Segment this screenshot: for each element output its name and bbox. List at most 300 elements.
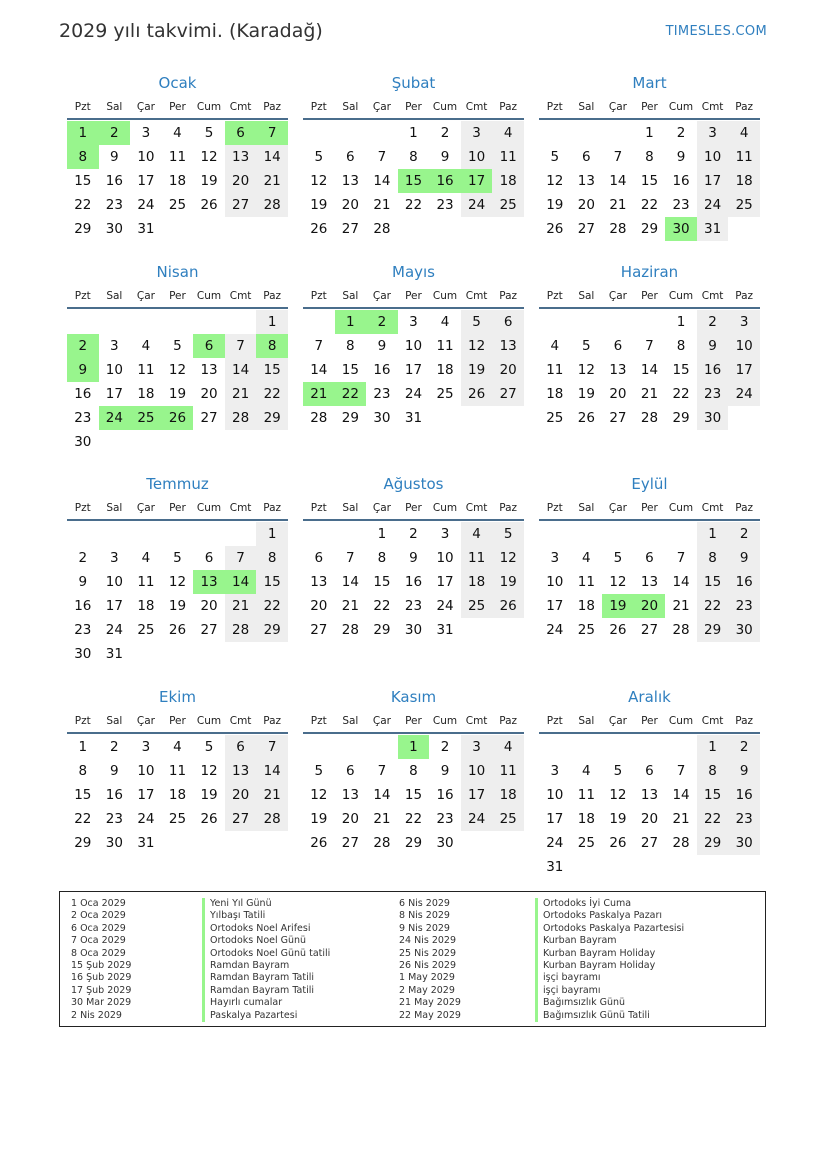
- day-cell: 26: [461, 382, 493, 406]
- day-cell: 29: [697, 831, 729, 855]
- day-cell: 1: [256, 310, 288, 334]
- month-calendar: [303, 70, 524, 241]
- legend-date: 16 Şub 2029: [71, 972, 132, 984]
- day-cell: 17: [697, 169, 729, 193]
- day-cell: 19: [546, 197, 564, 213]
- day-cell-empty: [303, 522, 335, 546]
- day-cell: 10: [404, 338, 423, 354]
- month-calendar: [303, 259, 524, 430]
- day-cell: 17: [404, 362, 423, 378]
- day-cell: 15: [256, 570, 288, 594]
- legend-date: 21 May 2029: [399, 997, 461, 1009]
- day-cell: 9: [676, 149, 686, 165]
- day-cell-holiday: 21: [303, 382, 335, 406]
- day-cell: 25: [546, 410, 564, 426]
- day-cell: 7: [676, 550, 686, 566]
- weekday-label: Per: [405, 101, 422, 113]
- weekday-label: Cmt: [701, 101, 724, 113]
- weekday-label: Cum: [432, 715, 458, 727]
- day-cell: 14: [373, 173, 391, 189]
- legend-holiday-name: Yılbaşı Tatili: [202, 910, 330, 922]
- day-cell: 18: [546, 386, 564, 402]
- day-cell: 15: [404, 787, 423, 803]
- day-cell: 29: [256, 406, 288, 430]
- weekday-label: Sal: [106, 290, 123, 302]
- month-name: Ocak: [158, 74, 197, 92]
- day-cell: 8: [346, 338, 355, 354]
- day-cell: 13: [341, 173, 359, 189]
- weekday-label: Paz: [263, 502, 282, 514]
- day-cell: 24: [137, 197, 155, 213]
- day-cell: 6: [346, 149, 355, 165]
- legend-holiday-name: Ortodoks Noel Günü: [202, 935, 330, 947]
- day-cell: 19: [168, 386, 187, 402]
- day-cell: 21: [225, 382, 257, 406]
- day-cell-empty: [634, 522, 666, 546]
- weekday-label: Cmt: [229, 290, 252, 302]
- day-cell-empty: [602, 735, 634, 759]
- day-cell: 22: [373, 598, 391, 614]
- day-cell: 23: [436, 197, 454, 213]
- day-cell: 3: [110, 550, 119, 566]
- day-cell: 22: [640, 197, 659, 213]
- day-cell: 1: [409, 125, 418, 141]
- weekday-label: Cum: [196, 101, 222, 113]
- legend-holiday-name: Bağımsızlık Günü: [535, 997, 684, 1009]
- day-cell: 30: [74, 646, 92, 662]
- day-cell: 24: [461, 807, 493, 831]
- day-cell: 25: [168, 197, 187, 213]
- day-cell: 30: [373, 410, 391, 426]
- day-cell: 31: [546, 859, 564, 875]
- day-cell: 4: [492, 121, 524, 145]
- day-cell: 28: [373, 221, 391, 237]
- weekday-label: Cum: [432, 290, 458, 302]
- day-cell: 15: [373, 574, 391, 590]
- day-grid: [67, 521, 288, 666]
- day-cell: 10: [461, 145, 493, 169]
- legend-holiday-name: Ortodoks İyi Cuma: [535, 898, 684, 910]
- day-cell: 15: [341, 362, 359, 378]
- day-cell: 20: [225, 169, 257, 193]
- day-cell: 24: [697, 193, 729, 217]
- day-cell: 11: [137, 362, 155, 378]
- day-grid: [67, 120, 288, 241]
- day-cell: 24: [404, 386, 423, 402]
- day-cell: 20: [200, 598, 218, 614]
- legend-date: 17 Şub 2029: [71, 984, 132, 996]
- legend-holiday-name: Ortodoks Noel Arifesi: [202, 923, 330, 935]
- day-cell: 20: [310, 598, 328, 614]
- day-cell-holiday: 14: [225, 570, 257, 594]
- day-cell: 28: [225, 618, 257, 642]
- day-cell: 24: [461, 193, 493, 217]
- weekday-label: Cmt: [229, 715, 252, 727]
- day-cell: 9: [377, 338, 387, 354]
- weekday-label: Çar: [608, 715, 627, 727]
- day-cell-holiday: 8: [256, 334, 288, 358]
- day-cell: 14: [341, 574, 359, 590]
- day-cell: 5: [173, 338, 182, 354]
- month-name: Mayıs: [392, 263, 435, 281]
- day-cell: 16: [74, 386, 92, 402]
- weekday-label: Çar: [608, 290, 627, 302]
- day-grid: [303, 734, 524, 855]
- day-cell: 31: [697, 217, 729, 241]
- day-cell: 18: [728, 169, 760, 193]
- weekday-label: Pzt: [74, 290, 91, 302]
- day-cell-empty: [602, 522, 634, 546]
- month-calendar: [539, 70, 760, 241]
- day-cell: 9: [409, 550, 418, 566]
- day-cell: 10: [546, 574, 564, 590]
- weekday-label: Sal: [578, 101, 595, 113]
- weekday-label: Paz: [735, 502, 754, 514]
- day-cell: 9: [440, 763, 450, 779]
- day-cell: 13: [609, 362, 627, 378]
- day-cell: 14: [672, 574, 690, 590]
- weekday-label: Cum: [196, 290, 222, 302]
- weekday-label: Per: [641, 502, 658, 514]
- day-cell: 19: [609, 811, 627, 827]
- weekday-header: [303, 96, 524, 120]
- page-title: 2029 yılı takvimi. (Karadağ): [59, 20, 323, 42]
- day-cell: 12: [168, 362, 187, 378]
- day-cell: 10: [461, 759, 493, 783]
- weekday-header: [539, 285, 760, 309]
- legend-date: 8 Oca 2029: [71, 947, 126, 959]
- day-cell: 16: [74, 598, 92, 614]
- legend-date: 2 May 2029: [399, 984, 455, 996]
- day-cell: 25: [577, 622, 595, 638]
- site-link[interactable]: TIMESLES.COM: [665, 24, 767, 39]
- weekday-label: Per: [169, 502, 186, 514]
- day-cell: 26: [200, 811, 218, 827]
- day-cell: 14: [672, 787, 690, 803]
- day-cell: 26: [546, 221, 564, 237]
- legend-names-col-1: [202, 898, 330, 1022]
- day-cell: 16: [373, 362, 391, 378]
- day-cell: 27: [310, 622, 328, 638]
- day-cell: 19: [492, 570, 524, 594]
- day-cell: 24: [728, 382, 760, 406]
- day-cell: 4: [492, 735, 524, 759]
- day-cell: 22: [256, 594, 288, 618]
- day-cell: 30: [436, 835, 454, 851]
- day-cell-empty: [162, 522, 194, 546]
- month-calendar: [67, 70, 288, 241]
- day-cell: 8: [645, 149, 654, 165]
- day-cell: 17: [546, 811, 564, 827]
- day-cell: 29: [697, 618, 729, 642]
- day-cell: 10: [105, 574, 123, 590]
- day-cell: 13: [341, 787, 359, 803]
- weekday-label: Paz: [499, 502, 518, 514]
- day-cell: 10: [105, 362, 123, 378]
- day-cell: 1: [697, 735, 729, 759]
- weekday-label: Cum: [432, 101, 458, 113]
- day-cell: 21: [341, 598, 359, 614]
- legend-date: 22 May 2029: [399, 1009, 461, 1021]
- weekday-label: Paz: [499, 290, 518, 302]
- day-cell: 20: [492, 358, 524, 382]
- day-cell: 1: [697, 522, 729, 546]
- day-cell: 26: [492, 594, 524, 618]
- day-cell: 27: [609, 410, 627, 426]
- day-cell: 10: [137, 763, 155, 779]
- day-cell: 17: [137, 173, 155, 189]
- day-cell: 29: [640, 221, 659, 237]
- day-cell: 14: [609, 173, 627, 189]
- day-cell: 3: [141, 739, 151, 755]
- day-cell: 16: [697, 358, 729, 382]
- day-cell: 23: [697, 382, 729, 406]
- day-cell: 24: [546, 835, 564, 851]
- day-cell: 21: [672, 811, 690, 827]
- day-cell-empty: [366, 735, 398, 759]
- day-cell: 3: [461, 121, 493, 145]
- month-name: Haziran: [620, 263, 679, 281]
- day-cell-holiday: 25: [130, 406, 162, 430]
- day-cell: 16: [728, 570, 760, 594]
- day-cell-holiday: 6: [225, 121, 257, 145]
- day-cell: 21: [225, 594, 257, 618]
- day-cell-empty: [225, 310, 257, 334]
- day-cell: 27: [200, 622, 218, 638]
- day-cell: 24: [436, 598, 454, 614]
- weekday-label: Cmt: [229, 101, 252, 113]
- day-cell-empty: [335, 522, 367, 546]
- day-cell: 20: [577, 197, 595, 213]
- day-cell: 11: [436, 338, 454, 354]
- day-cell: 25: [492, 807, 524, 831]
- weekday-label: Sal: [342, 290, 359, 302]
- day-cell: 19: [310, 811, 328, 827]
- weekday-label: Cmt: [701, 290, 724, 302]
- day-cell: 18: [492, 783, 524, 807]
- day-cell: 26: [609, 622, 627, 638]
- day-cell: 21: [672, 598, 690, 614]
- day-cell: 9: [728, 759, 760, 783]
- month-name: Aralık: [628, 688, 671, 706]
- day-cell-empty: [602, 121, 634, 145]
- day-cell: 27: [577, 221, 595, 237]
- day-cell: 26: [609, 835, 627, 851]
- day-cell: 3: [461, 735, 493, 759]
- day-cell: 20: [200, 386, 218, 402]
- day-cell: 14: [256, 145, 288, 169]
- day-cell: 14: [310, 362, 328, 378]
- weekday-label: Paz: [263, 715, 282, 727]
- legend-date: 1 May 2029: [399, 972, 455, 984]
- day-cell: 28: [256, 807, 288, 831]
- day-cell: 9: [728, 546, 760, 570]
- day-cell: 23: [105, 197, 123, 213]
- day-cell: 21: [373, 811, 391, 827]
- day-cell: 12: [546, 173, 564, 189]
- day-cell: 3: [141, 125, 151, 141]
- weekday-label: Çar: [136, 101, 155, 113]
- weekday-label: Sal: [342, 715, 359, 727]
- day-cell: 12: [200, 763, 218, 779]
- legend-names-col-2: [535, 898, 684, 1022]
- day-cell: 4: [582, 550, 591, 566]
- day-cell: 22: [74, 811, 92, 827]
- day-cell: 27: [225, 807, 257, 831]
- legend-holiday-name: işçi bayramı: [535, 985, 684, 997]
- day-cell: 21: [640, 386, 659, 402]
- day-cell: 1: [645, 125, 654, 141]
- day-cell: 19: [310, 197, 328, 213]
- weekday-header: [539, 497, 760, 521]
- weekday-label: Per: [641, 101, 658, 113]
- weekday-label: Pzt: [74, 101, 91, 113]
- day-cell: 9: [440, 149, 450, 165]
- day-cell: 11: [492, 759, 524, 783]
- day-cell: 17: [137, 787, 155, 803]
- day-cell: 4: [173, 739, 182, 755]
- day-cell: 6: [346, 763, 355, 779]
- day-cell: 23: [728, 807, 760, 831]
- day-cell: 10: [728, 334, 760, 358]
- day-cell-empty: [634, 735, 666, 759]
- day-cell: 19: [200, 787, 218, 803]
- legend-holiday-name: Yeni Yıl Günü: [202, 898, 330, 910]
- day-cell: 16: [728, 783, 760, 807]
- day-cell: 5: [613, 763, 623, 779]
- day-cell-holiday: 8: [67, 145, 99, 169]
- day-cell: 21: [609, 197, 627, 213]
- legend-holiday-name: Ortodoks Noel Günü tatili: [202, 948, 330, 960]
- weekday-label: Sal: [578, 290, 595, 302]
- month-name: Mart: [632, 74, 667, 92]
- day-cell: 4: [141, 338, 151, 354]
- day-cell: 24: [105, 622, 123, 638]
- day-cell: 2: [440, 739, 450, 755]
- day-cell: 29: [672, 410, 690, 426]
- month-calendar: [539, 471, 760, 642]
- day-cell: 9: [697, 334, 729, 358]
- weekday-header: [539, 96, 760, 120]
- weekday-label: Cmt: [229, 502, 252, 514]
- day-cell: 7: [377, 763, 387, 779]
- weekday-label: Paz: [735, 101, 754, 113]
- day-cell: 26: [577, 410, 595, 426]
- day-cell-empty: [130, 522, 162, 546]
- day-cell-holiday: 1: [398, 735, 430, 759]
- weekday-label: Cmt: [701, 502, 724, 514]
- day-cell: 4: [550, 338, 560, 354]
- weekday-label: Per: [405, 502, 422, 514]
- day-cell: 25: [461, 594, 493, 618]
- day-cell: 31: [436, 622, 454, 638]
- weekday-header: [67, 285, 288, 309]
- day-cell: 11: [546, 362, 564, 378]
- day-cell: 30: [105, 221, 123, 237]
- day-cell: 17: [105, 598, 123, 614]
- day-cell: 7: [645, 338, 654, 354]
- day-cell: 18: [436, 362, 454, 378]
- weekday-label: Sal: [578, 502, 595, 514]
- day-cell: 1: [676, 314, 686, 330]
- weekday-header: [67, 710, 288, 734]
- day-cell-empty: [193, 522, 225, 546]
- day-cell-holiday: 2: [67, 334, 99, 358]
- day-cell-holiday: 1: [67, 121, 99, 145]
- day-cell: 12: [200, 149, 218, 165]
- day-cell-holiday: 30: [665, 217, 697, 241]
- weekday-header: [303, 710, 524, 734]
- day-cell: 15: [697, 783, 729, 807]
- day-cell: 25: [728, 193, 760, 217]
- day-cell: 28: [672, 622, 690, 638]
- weekday-label: Cum: [668, 290, 694, 302]
- weekday-label: Cmt: [465, 290, 488, 302]
- day-cell: 12: [492, 546, 524, 570]
- day-cell: 23: [404, 598, 423, 614]
- day-cell: 3: [728, 310, 760, 334]
- day-cell: 10: [137, 149, 155, 165]
- day-cell-holiday: 2: [366, 310, 398, 334]
- weekday-header: [303, 497, 524, 521]
- day-cell: 8: [676, 338, 686, 354]
- day-cell: 11: [461, 546, 493, 570]
- day-cell: 8: [78, 763, 88, 779]
- day-cell-holiday: 1: [335, 310, 367, 334]
- day-cell-holiday: 6: [193, 334, 225, 358]
- weekday-header: [539, 710, 760, 734]
- weekday-label: Paz: [735, 290, 754, 302]
- day-cell: 4: [582, 763, 591, 779]
- day-cell-empty: [193, 310, 225, 334]
- day-cell: 13: [492, 334, 524, 358]
- day-cell: 6: [645, 550, 654, 566]
- day-cell: 7: [225, 334, 257, 358]
- day-cell: 21: [373, 197, 391, 213]
- day-cell: 12: [461, 334, 493, 358]
- day-cell: 2: [697, 310, 729, 334]
- day-cell: 18: [461, 570, 493, 594]
- month-calendar: [67, 471, 288, 666]
- day-cell: 12: [577, 362, 595, 378]
- day-cell: 22: [256, 382, 288, 406]
- day-cell: 23: [74, 410, 92, 426]
- day-cell: 16: [436, 787, 454, 803]
- weekday-label: Sal: [106, 715, 123, 727]
- day-grid: [539, 521, 760, 642]
- day-cell-empty: [303, 121, 335, 145]
- month-calendar: [539, 259, 760, 430]
- day-cell: 11: [728, 145, 760, 169]
- weekday-header: [67, 96, 288, 120]
- day-cell: 5: [173, 550, 182, 566]
- day-cell: 27: [225, 193, 257, 217]
- weekday-header: [67, 497, 288, 521]
- day-cell: 2: [440, 125, 450, 141]
- day-cell: 30: [728, 831, 760, 855]
- day-cell: 30: [105, 835, 123, 851]
- day-cell: 12: [310, 787, 328, 803]
- legend-holiday-name: Paskalya Pazartesi: [202, 1010, 330, 1022]
- day-cell: 14: [373, 787, 391, 803]
- day-cell: 28: [310, 410, 328, 426]
- legend-date: 8 Nis 2029: [399, 910, 450, 922]
- day-cell: 25: [577, 835, 595, 851]
- weekday-label: Çar: [372, 101, 391, 113]
- day-cell: 1: [78, 739, 88, 755]
- day-cell: 4: [173, 125, 182, 141]
- weekday-label: Per: [405, 290, 422, 302]
